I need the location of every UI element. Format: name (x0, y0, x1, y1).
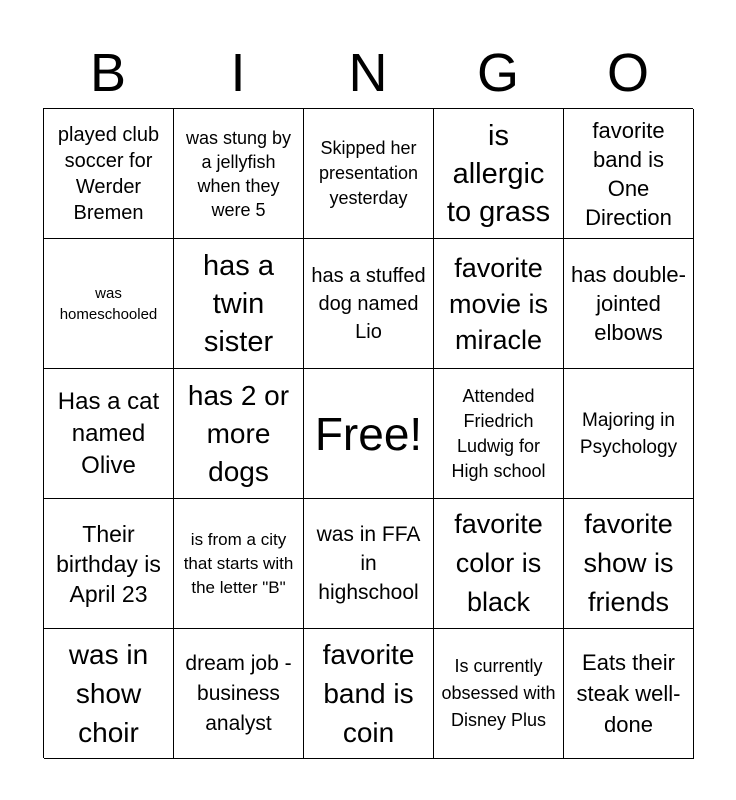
bingo-cell[interactable] (174, 629, 304, 759)
bingo-cell[interactable] (304, 239, 434, 369)
cell-text: Majoring in Psychology (579, 409, 678, 458)
cell-text: Free! (314, 407, 423, 460)
cell-text: Is currently obsessed with Disney Plus (441, 656, 556, 730)
cell-text: has 2 or more dogs (187, 379, 290, 487)
bingo-cell[interactable] (174, 109, 304, 239)
bingo-cell[interactable] (44, 239, 174, 369)
bingo-cell[interactable] (304, 109, 434, 239)
bingo-cell[interactable] (564, 369, 694, 499)
bingo-cell[interactable] (564, 109, 694, 239)
bingo-cell[interactable] (564, 629, 694, 759)
bingo-cell[interactable] (44, 109, 174, 239)
cell-text: Eats their steak well-done (576, 650, 681, 737)
bingo-cell[interactable] (564, 239, 694, 369)
bingo-cell[interactable] (174, 499, 304, 629)
bingo-cell[interactable] (304, 499, 434, 629)
cell-text: favorite color is black (454, 509, 543, 617)
free-space[interactable] (304, 369, 434, 499)
cell-text: has double-jointed elbows (571, 262, 686, 345)
cell-text: has a twin sister (203, 249, 274, 358)
bingo-cell[interactable] (434, 369, 564, 499)
cell-text: Skipped her presentation yesterday (318, 138, 419, 208)
bingo-cell[interactable] (174, 239, 304, 369)
cell-text: is from a city that starts with the letter "B" (183, 529, 294, 597)
cell-text: favorite show is friends (583, 509, 674, 617)
bingo-cell[interactable] (564, 499, 694, 629)
header-letter-n: N (348, 43, 388, 103)
cell-text: favorite band is One Direction (585, 117, 672, 230)
bingo-cell[interactable] (174, 369, 304, 499)
bingo-header (43, 38, 693, 108)
cell-text: has a stuffed dog named Lio (311, 264, 426, 343)
bingo-cell[interactable] (434, 499, 564, 629)
cell-text: is allergic to grass (446, 119, 551, 228)
cell-text: was in FFA in highschool (316, 523, 421, 604)
header-letter-o: O (606, 43, 649, 103)
cell-text: was in show choir (68, 639, 149, 748)
cell-text: Has a cat named Olive (57, 387, 160, 479)
cell-text: favorite movie is miracle (448, 252, 549, 355)
bingo-cell[interactable] (434, 239, 564, 369)
cell-text: favorite band is coin (322, 639, 415, 748)
header-letter-g: G (476, 43, 519, 103)
bingo-cell[interactable] (304, 629, 434, 759)
cell-text: was homeschooled (59, 284, 158, 323)
cell-text: dream job - business analyst (185, 651, 292, 735)
bingo-cell[interactable] (434, 109, 564, 239)
header-letter-b: B (89, 43, 127, 103)
cell-text: Attended Friedrich Ludwig for High school (451, 385, 546, 481)
bingo-cell[interactable] (44, 629, 174, 759)
cell-text: was stung by a jellyfish when they were 5 (185, 127, 292, 220)
bingo-cell[interactable] (434, 629, 564, 759)
bingo-cell[interactable] (44, 369, 174, 499)
header-letter-i: I (230, 43, 246, 103)
bingo-grid (43, 108, 693, 758)
cell-text: played club soccer for Werder Bremen (57, 123, 160, 224)
bingo-cell[interactable] (44, 499, 174, 629)
cell-text: Their birthday is April 23 (56, 520, 161, 607)
